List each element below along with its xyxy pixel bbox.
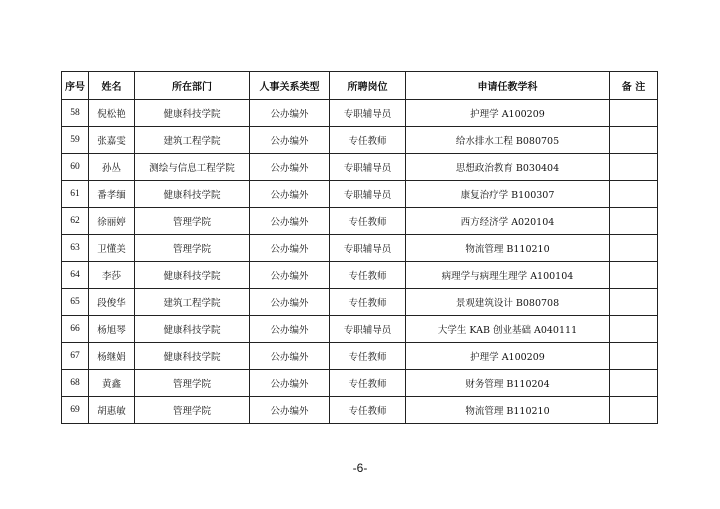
cell-subject: 康复治疗学 B100307 (406, 181, 610, 208)
cell-post: 专职辅导员 (330, 316, 406, 343)
table-header-row (62, 72, 658, 100)
cell-relation: 公办编外 (250, 343, 330, 370)
table-row (62, 235, 658, 262)
header-subject: 申请任教学科 (406, 72, 610, 100)
cell-no: 59 (62, 127, 89, 154)
cell-remark (610, 100, 658, 127)
cell-dept: 管理学院 (135, 370, 250, 397)
cell-remark (610, 370, 658, 397)
cell-no: 61 (62, 181, 89, 208)
cell-name: 孙丛 (89, 154, 135, 181)
header-no: 序号 (62, 72, 89, 100)
staff-table (61, 71, 658, 424)
header-post: 所聘岗位 (330, 72, 406, 100)
table-row (62, 289, 658, 316)
cell-name: 倪松艳 (89, 100, 135, 127)
cell-post: 专任教师 (330, 208, 406, 235)
cell-no: 64 (62, 262, 89, 289)
cell-post: 专任教师 (330, 289, 406, 316)
cell-post: 专职辅导员 (330, 235, 406, 262)
cell-post: 专任教师 (330, 127, 406, 154)
cell-subject: 护理学 A100209 (406, 100, 610, 127)
header-dept: 所在部门 (135, 72, 250, 100)
cell-dept: 健康科技学院 (135, 181, 250, 208)
table-row (62, 181, 658, 208)
cell-remark (610, 316, 658, 343)
cell-remark (610, 262, 658, 289)
cell-no: 69 (62, 397, 89, 424)
cell-dept: 测绘与信息工程学院 (135, 154, 250, 181)
cell-no: 65 (62, 289, 89, 316)
cell-post: 专任教师 (330, 262, 406, 289)
table-row (62, 316, 658, 343)
cell-name: 张嘉雯 (89, 127, 135, 154)
cell-relation: 公办编外 (250, 154, 330, 181)
cell-post: 专任教师 (330, 370, 406, 397)
table-row (62, 262, 658, 289)
cell-relation: 公办编外 (250, 100, 330, 127)
cell-dept: 健康科技学院 (135, 316, 250, 343)
cell-subject: 财务管理 B110204 (406, 370, 610, 397)
header-relation: 人事关系类型 (250, 72, 330, 100)
cell-no: 62 (62, 208, 89, 235)
table-row (62, 397, 658, 424)
cell-dept: 建筑工程学院 (135, 289, 250, 316)
cell-post: 专任教师 (330, 397, 406, 424)
cell-remark (610, 343, 658, 370)
cell-dept: 建筑工程学院 (135, 127, 250, 154)
cell-remark (610, 289, 658, 316)
cell-remark (610, 127, 658, 154)
cell-dept: 健康科技学院 (135, 262, 250, 289)
cell-dept: 健康科技学院 (135, 100, 250, 127)
cell-name: 段俊华 (89, 289, 135, 316)
cell-subject: 物流管理 B110210 (406, 397, 610, 424)
cell-dept: 健康科技学院 (135, 343, 250, 370)
cell-relation: 公办编外 (250, 397, 330, 424)
cell-name: 杨继娟 (89, 343, 135, 370)
cell-name: 李莎 (89, 262, 135, 289)
table-row (62, 370, 658, 397)
page-number: -6- (352, 461, 368, 475)
cell-dept: 管理学院 (135, 397, 250, 424)
cell-remark (610, 397, 658, 424)
header-name: 姓名 (89, 72, 135, 100)
cell-name: 番孝缅 (89, 181, 135, 208)
cell-post: 专职辅导员 (330, 154, 406, 181)
table-row (62, 343, 658, 370)
cell-name: 徐丽婷 (89, 208, 135, 235)
cell-subject: 思想政治教育 B030404 (406, 154, 610, 181)
cell-no: 63 (62, 235, 89, 262)
cell-name: 胡惠敏 (89, 397, 135, 424)
cell-name: 黄鑫 (89, 370, 135, 397)
cell-relation: 公办编外 (250, 289, 330, 316)
cell-dept: 管理学院 (135, 208, 250, 235)
cell-remark (610, 208, 658, 235)
cell-relation: 公办编外 (250, 262, 330, 289)
table-row (62, 208, 658, 235)
cell-subject: 给水排水工程 B080705 (406, 127, 610, 154)
cell-post: 专职辅导员 (330, 181, 406, 208)
cell-name: 卫懂美 (89, 235, 135, 262)
cell-subject: 大学生 KAB 创业基础 A040111 (406, 316, 610, 343)
cell-subject: 护理学 A100209 (406, 343, 610, 370)
cell-dept: 管理学院 (135, 235, 250, 262)
cell-subject: 物流管理 B110210 (406, 235, 610, 262)
table-row (62, 127, 658, 154)
cell-post: 专任教师 (330, 343, 406, 370)
cell-remark (610, 181, 658, 208)
cell-relation: 公办编外 (250, 181, 330, 208)
cell-no: 67 (62, 343, 89, 370)
cell-relation: 公办编外 (250, 370, 330, 397)
cell-post: 专职辅导员 (330, 100, 406, 127)
table-row (62, 100, 658, 127)
cell-no: 66 (62, 316, 89, 343)
cell-remark (610, 154, 658, 181)
cell-remark (610, 235, 658, 262)
table-body (62, 100, 658, 424)
cell-relation: 公办编外 (250, 316, 330, 343)
cell-no: 58 (62, 100, 89, 127)
cell-subject: 病理学与病理生理学 A100104 (406, 262, 610, 289)
table-row (62, 154, 658, 181)
cell-relation: 公办编外 (250, 127, 330, 154)
cell-relation: 公办编外 (250, 208, 330, 235)
cell-relation: 公办编外 (250, 235, 330, 262)
header-remark: 备 注 (610, 72, 658, 100)
cell-subject: 景观建筑设计 B080708 (406, 289, 610, 316)
cell-no: 60 (62, 154, 89, 181)
cell-no: 68 (62, 370, 89, 397)
cell-name: 杨旭琴 (89, 316, 135, 343)
cell-subject: 西方经济学 A020104 (406, 208, 610, 235)
